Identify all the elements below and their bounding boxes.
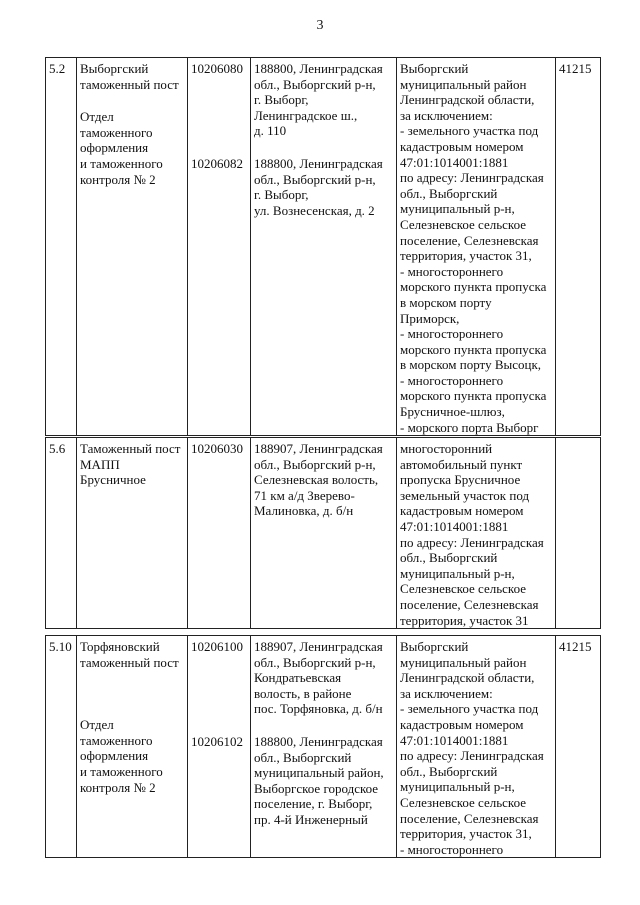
post-code: 10206100	[191, 639, 243, 654]
post-name: Торфяновский таможенный пост	[80, 639, 179, 670]
post-code: 10206102	[191, 733, 243, 749]
post-name: Выборгский таможенный пост	[80, 61, 179, 92]
post-name: Отдел таможенного оформления и таможенного контроля № 2	[80, 717, 163, 795]
post-address: 188800, Ленинградская обл., Выборгский р-н, г. Выборг, ул. Вознесенская, д. 2	[254, 155, 383, 218]
post-code-cell	[188, 438, 251, 629]
operation-area: многосторонний автомобильный пункт пропуска Брусничное земельный участок под кадастровым номером 47:01:1014001:1881 по адресу: Ленинградская обл., Выборгский муниципальный р-н, Селезневское сельское поселение, Селезневская территория, участок 31	[397, 438, 556, 629]
table-row-5-2	[45, 57, 601, 436]
page-number: 3	[316, 18, 324, 33]
post-address-cell	[251, 58, 397, 436]
post-code-cell	[188, 636, 251, 858]
post-name: Таможенный пост МАПП Брусничное	[80, 441, 181, 488]
post-address-cell	[251, 438, 397, 629]
post-address-cell	[251, 636, 397, 858]
post-code: 10206082	[191, 155, 243, 171]
post-address: 188800, Ленинградская обл., Выборгский р-н, г. Выборг, Ленинградское ш., д. 110	[254, 61, 383, 139]
row-number: 5.10	[46, 636, 77, 858]
post-address: 188907, Ленинградская обл., Выборгский р-н, Кондратьевская волость, в районе пос. Торфяновка, д. б/н	[254, 639, 383, 717]
okato-code: 41215	[556, 58, 601, 436]
table-row-5-10	[45, 635, 601, 858]
post-code: 10206080	[191, 61, 243, 76]
post-name-cell	[77, 58, 188, 436]
table-row-5-6	[45, 437, 601, 629]
post-name-cell	[77, 636, 188, 858]
operation-area: Выборгский муниципальный район Ленинградской области, за исключением: - земельного участка под кадастровым номером 47:01:1014001:1881 по адресу: Ленинградская обл., Выборгский муниципальный р-н, Селезневское сельское поселение, Селезневская территория, участок 31, - многостороннего	[397, 636, 556, 858]
okato-code	[556, 438, 601, 629]
row-number: 5.2	[46, 58, 77, 436]
post-code: 10206030	[191, 441, 243, 456]
operation-area: Выборгский муниципальный район Ленинградской области, за исключением: - земельного участка под кадастровым номером 47:01:1014001:1881 по адресу: Ленинградская обл., Выборгский муниципальный р-н, Селезневское сельское поселение, Селезневская территория, участок 31, - многостороннего морского пункта пропуска в морском порту Приморск, - многостороннего морского пункта пропуска в морском порту Высоцк, - многостороннего морского пункта пропуска Брусничное-шлюз, - морского порта Выборг	[397, 58, 556, 436]
post-address: 188800, Ленинградская обл., Выборгский муниципальный район, Выборгское городское поселение, г. Выборг, пр. 4-й Инженерный	[254, 733, 384, 827]
post-address: 188907, Ленинградская обл., Выборгский р-н, Селезневская волость, 71 км а/д Зверево- Малиновка, д. б/н	[254, 441, 383, 519]
row-number: 5.6	[46, 438, 77, 629]
post-name-cell	[77, 438, 188, 629]
post-code-cell	[188, 58, 251, 436]
post-name: Отдел таможенного оформления и таможенного контроля № 2	[80, 109, 163, 187]
okato-code: 41215	[556, 636, 601, 858]
